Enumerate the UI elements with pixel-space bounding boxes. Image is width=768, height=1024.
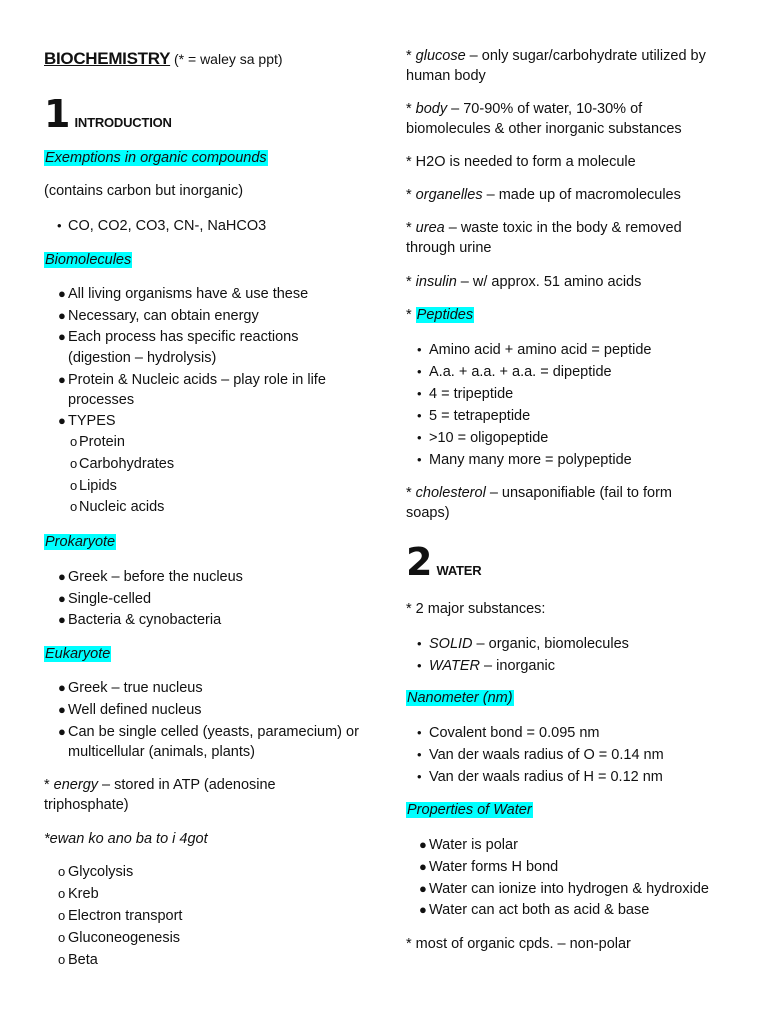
section-title: INTRODUCTION	[74, 115, 172, 130]
circle-bullet-icon: o	[58, 864, 66, 879]
list-item: Van der waals radius of O = 0.14 nm	[429, 747, 664, 763]
energy-note-continuation: triphosphate)	[44, 797, 129, 813]
list-item: SOLID – organic, biomolecules	[429, 636, 629, 652]
circle-bullet-icon: o	[58, 886, 66, 901]
bullet-icon: •	[417, 364, 422, 379]
section-heading-water	[406, 542, 481, 582]
bullet-icon: ●	[58, 329, 66, 344]
prokaryote-heading: Prokaryote	[45, 534, 116, 550]
list-item: Gluconeogenesis	[68, 930, 181, 946]
urea-note: * urea – waste toxic in the body & removed	[406, 220, 682, 236]
bullet-icon: •	[417, 408, 422, 423]
bullet-icon: ●	[58, 702, 66, 717]
circle-bullet-icon: o	[70, 478, 78, 493]
nonpolar-note: * most of organic cpds. – non-polar	[406, 936, 631, 952]
list-item: 5 = tetrapeptide	[429, 408, 531, 424]
list-item: Kreb	[68, 886, 99, 902]
bullet-icon: •	[417, 430, 422, 445]
body-note-continuation: biomolecules & other inorganic substances	[406, 121, 682, 137]
sub-list-item: Carbohydrates	[79, 456, 175, 472]
bullet-icon: ●	[419, 837, 427, 852]
list-item-continuation: processes	[68, 392, 135, 408]
list-item: >10 = oligopeptide	[429, 430, 549, 446]
bullet-icon: •	[417, 747, 422, 762]
insulin-note: * insulin – w/ approx. 51 amino acids	[406, 274, 642, 290]
list-item: Amino acid + amino acid = peptide	[429, 342, 652, 358]
circle-bullet-icon: o	[70, 434, 78, 449]
list-item: Single-celled	[68, 591, 152, 607]
list-item: Van der waals radius of H = 0.12 nm	[429, 769, 663, 785]
bullet-icon: •	[57, 218, 62, 233]
sub-list-item: Lipids	[79, 478, 117, 494]
list-item: Beta	[68, 952, 98, 968]
major-substances-note: * 2 major substances:	[406, 601, 546, 617]
list-item: A.a. + a.a. + a.a. = dipeptide	[429, 364, 612, 380]
list-item: All living organisms have & use these	[68, 286, 309, 302]
list-item-continuation: multicellular (animals, plants)	[68, 744, 255, 760]
bullet-icon: ●	[58, 612, 66, 627]
glucose-note-continuation: human body	[406, 68, 486, 84]
bullet-icon: •	[417, 452, 422, 467]
peptides-heading: * Peptides	[406, 307, 474, 323]
exemptions-note: (contains carbon but inorganic)	[44, 183, 244, 199]
properties-heading: Properties of Water	[407, 802, 532, 818]
sub-list-item: Protein	[79, 434, 125, 450]
section-title: WATER	[436, 563, 482, 578]
h2o-note: * H2O is needed to form a molecule	[406, 154, 636, 170]
circle-bullet-icon: o	[70, 456, 78, 471]
list-item: Necessary, can obtain energy	[68, 308, 259, 324]
list-item: Each process has specific reactions	[68, 329, 299, 345]
sub-list-item: Nucleic acids	[79, 499, 165, 515]
list-item: Greek – true nucleus	[68, 680, 203, 696]
bullet-icon: ●	[58, 413, 66, 428]
organelles-note: * organelles – made up of macromolecules	[406, 187, 681, 203]
biomolecules-heading: Biomolecules	[45, 252, 132, 268]
list-item: TYPES	[68, 413, 116, 429]
circle-bullet-icon: o	[70, 499, 78, 514]
bullet-icon: ●	[419, 881, 427, 896]
list-item: Well defined nucleus	[68, 702, 202, 718]
urea-note-continuation: through urine	[406, 240, 492, 256]
bullet-icon: •	[417, 725, 422, 740]
list-item: Protein & Nucleic acids – play role in life	[68, 372, 326, 388]
list-item: Can be single celled (yeasts, paramecium) or	[68, 724, 359, 740]
bullet-icon: ●	[58, 591, 66, 606]
cholesterol-note-continuation: soaps)	[406, 505, 450, 521]
list-item: Many many more = polypeptide	[429, 452, 632, 468]
document-title-line	[44, 49, 283, 70]
list-item: 4 = tripeptide	[429, 386, 514, 402]
eukaryote-heading: Eukaryote	[45, 646, 111, 662]
section-number: 2	[406, 540, 433, 584]
list-item: CO, CO2, CO3, CN-, NaHCO3	[68, 218, 267, 234]
bullet-icon: ●	[58, 680, 66, 695]
list-item: Glycolysis	[68, 864, 134, 880]
circle-bullet-icon: o	[58, 930, 66, 945]
section-heading-introduction	[44, 94, 172, 134]
ewan-note: *ewan ko ano ba to i 4got	[44, 831, 208, 847]
bullet-icon: ●	[58, 569, 66, 584]
list-item: Greek – before the nucleus	[68, 569, 243, 585]
list-item: Water forms H bond	[429, 859, 559, 875]
exemptions-heading: Exemptions in organic compounds	[45, 150, 267, 166]
nanometer-heading: Nanometer (nm)	[407, 690, 513, 706]
cholesterol-note: * cholesterol – unsaponifiable (fail to form	[406, 485, 672, 501]
list-item: Electron transport	[68, 908, 183, 924]
circle-bullet-icon: o	[58, 952, 66, 967]
title-note: (* = waley sa ppt)	[170, 51, 283, 67]
body-note: * body – 70-90% of water, 10-30% of	[406, 101, 643, 117]
bullet-icon: ●	[58, 286, 66, 301]
bullet-icon: •	[417, 342, 422, 357]
glucose-note: * glucose – only sugar/carbohydrate utilized by	[406, 48, 706, 64]
bullet-icon: ●	[419, 859, 427, 874]
bullet-icon: •	[417, 769, 422, 784]
list-item: Water can ionize into hydrogen & hydroxide	[429, 881, 709, 897]
bullet-icon: ●	[58, 308, 66, 323]
list-item-continuation: (digestion – hydrolysis)	[68, 350, 217, 366]
list-item: Water can act both as acid & base	[429, 902, 650, 918]
section-number: 1	[44, 92, 71, 136]
list-item: Bacteria & cynobacteria	[68, 612, 222, 628]
list-item: WATER – inorganic	[429, 658, 555, 674]
bullet-icon: ●	[419, 902, 427, 917]
bullet-icon: ●	[58, 724, 66, 739]
bullet-icon: ●	[58, 372, 66, 387]
list-item: Water is polar	[429, 837, 518, 853]
list-item: Covalent bond = 0.095 nm	[429, 725, 600, 741]
circle-bullet-icon: o	[58, 908, 66, 923]
bullet-icon: •	[417, 386, 422, 401]
bullet-icon: •	[417, 636, 422, 651]
bullet-icon: •	[417, 658, 422, 673]
document-title: BIOCHEMISTRY	[44, 49, 171, 68]
energy-note: * energy – stored in ATP (adenosine	[44, 777, 276, 793]
